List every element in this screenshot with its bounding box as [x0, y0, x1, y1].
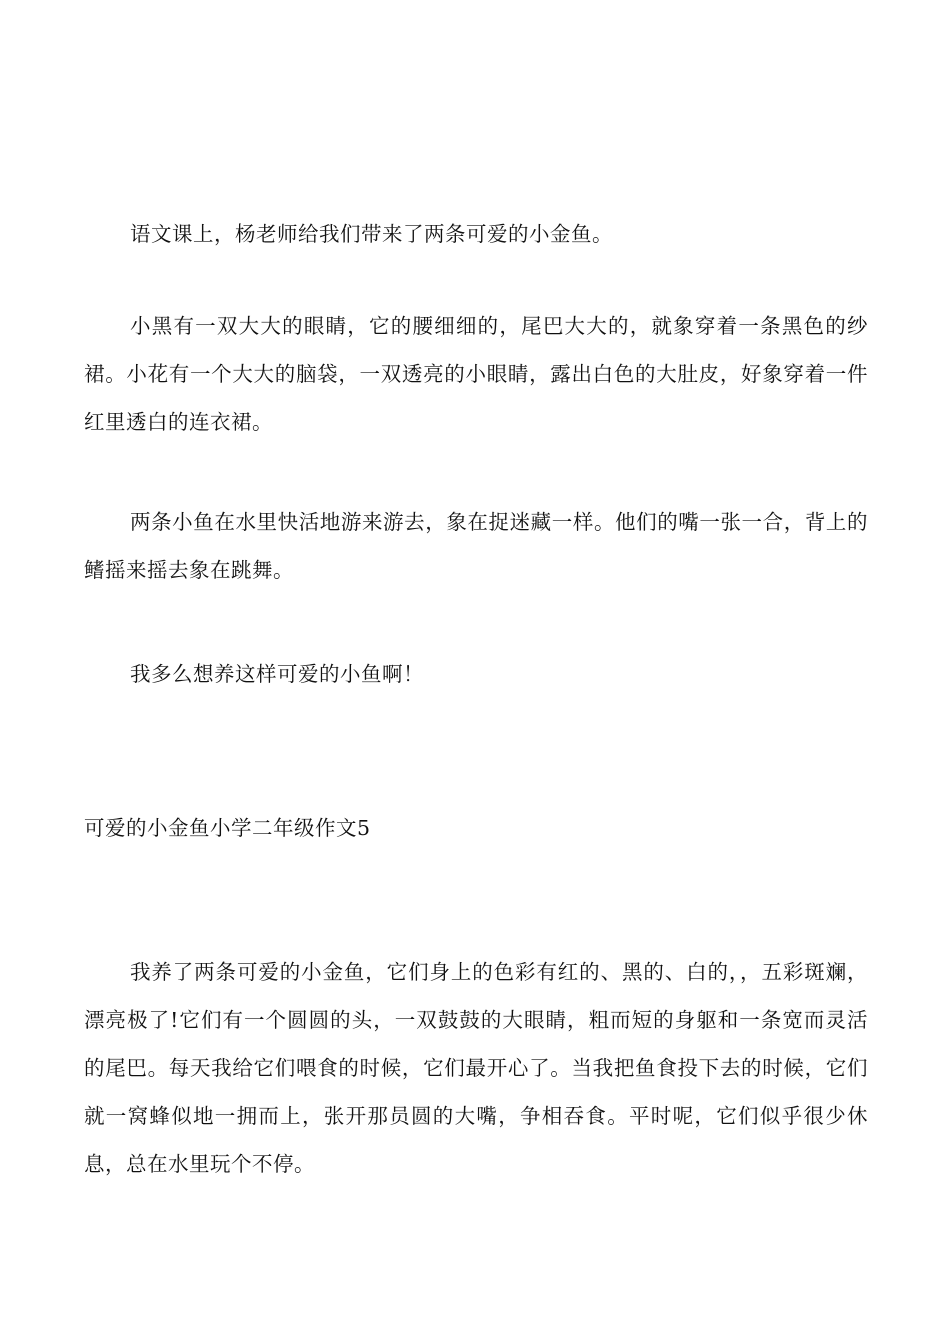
paragraph-essay-5: 我养了两条可爱的小金鱼，它们身上的色彩有红的、黑的、白的，，五彩斑斓，漂亮极了!它们有一个圆圆的头，一双鼓鼓的大眼睛，粗而短的身躯和一条宽而灵活的尾巴。每天我给它们喂食的时候，它们最开心了。当我把鱼食投下去的时候，它们就一窝蜂似地一拥而上，张开那员圆的大嘴，争相吞食。平时呢，它们似乎很少休息，总在水里玩个不停。	[84, 960, 868, 1176]
paragraph-fish-description: 小黑有一双大大的眼睛，它的腰细细的，尾巴大大的，就象穿着一条黑色的纱裙。小花有一个大大的脑袋，一双透亮的小眼睛，露出白色的大肚皮，好象穿着一件红里透白的连衣裙。	[84, 314, 868, 434]
paragraph-wish: 我多么想养这样可爱的小鱼啊！	[130, 662, 424, 686]
paragraph-fish-swimming: 两条小鱼在水里快活地游来游去，象在捉迷藏一样。他们的嘴一张一合，背上的鳍摇来摇去象在跳舞。	[84, 510, 868, 582]
paragraph-intro: 语文课上，杨老师给我们带来了两条可爱的小金鱼。	[130, 222, 613, 246]
section-title: 可爱的小金鱼小学二年级作文5	[84, 816, 371, 840]
